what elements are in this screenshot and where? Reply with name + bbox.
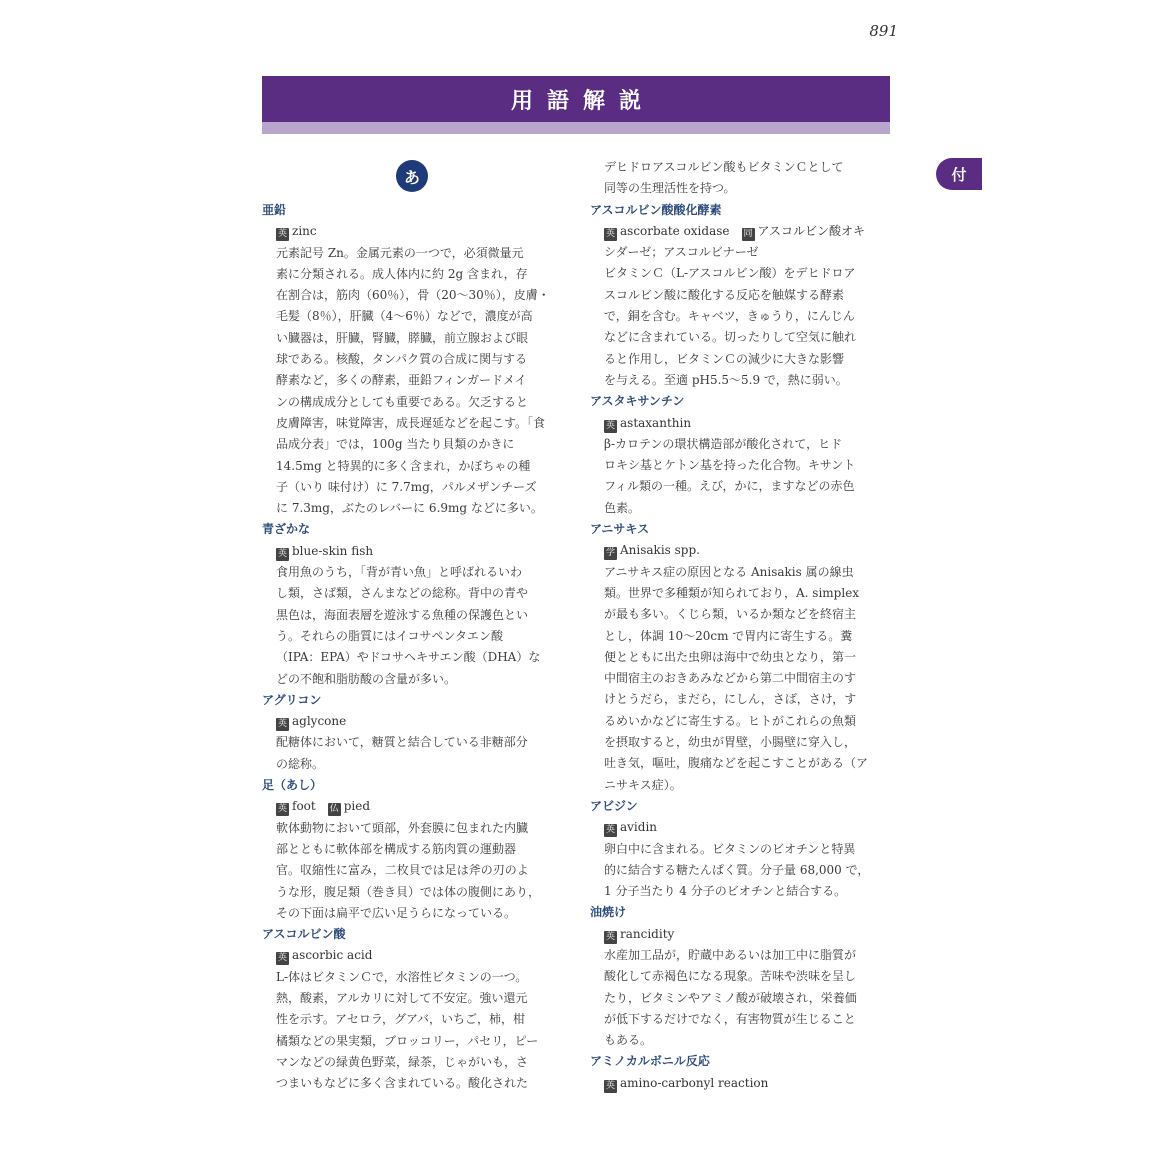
definition-line: を与える。至適 pH5.5～5.9 で，熱に弱い。	[604, 372, 848, 387]
glossary-entry	[590, 902, 890, 1051]
section-kana-marker: あ	[396, 160, 428, 192]
entry-english: avidin	[620, 820, 658, 835]
entry-term: 油焼け	[590, 905, 627, 920]
continuation-text	[590, 157, 890, 200]
glossary-entry	[262, 775, 566, 924]
language-badge: 英	[277, 229, 287, 240]
definition-line: 橘類などの果実類，ブロッコリー，パセリ，ピー	[276, 1033, 539, 1048]
definition-line: アニサキス症の原因となる Anisakis 属の線虫	[604, 564, 854, 579]
definition-line: フィル類の一種。えび，かに，ますなどの赤色	[604, 479, 855, 494]
definition-line: 酸化して赤褐色になる現象。苦味や渋味を呈し	[604, 969, 857, 984]
entry-english-line	[590, 413, 890, 434]
definition-line: ニサキス症）。	[604, 777, 682, 792]
definition-line: ると作用し，ビタミンＣの減少に大きな影響	[604, 351, 845, 366]
definition-line: 品成分表」では，100g 当たり貝類のかきに	[276, 437, 515, 452]
appendix-side-tab[interactable]: 付	[936, 158, 982, 190]
definition-line: ビタミンＣ（L-アスコルビン酸）をデヒドロア	[604, 266, 856, 281]
entry-english-line	[262, 541, 566, 562]
entry-english: Anisakis spp.	[620, 543, 700, 558]
entry-english: zinc	[292, 224, 317, 239]
entry-definition	[262, 562, 566, 690]
entry-term: 亜鉛	[262, 203, 287, 217]
definition-line: β-カロテンの環状構造部が酸化されて，ヒド	[604, 436, 843, 451]
entry-english-line	[262, 711, 566, 732]
definition-line: う。それらの脂質にはイコサペンタエン酸	[276, 628, 504, 643]
definition-line: シダーゼ；アスコルビナーゼ	[604, 245, 759, 260]
definition-line: 14.5mg と特異的に多く含まれ，かぼちゃの種	[276, 458, 531, 473]
definition-line: が最も多い。くじら類，いるか類などを終宿主	[604, 607, 857, 622]
entry-english-line	[262, 945, 566, 966]
entry-definition	[262, 818, 566, 924]
entry-english: ascorbate oxidase	[620, 223, 730, 238]
definition-line: し類，さば類，さんまなどの総称。背中の青や	[276, 586, 529, 601]
definition-line: が低下するだけでなく，有害物質が生じること	[604, 1011, 856, 1026]
definition-line: 類。世界で多種類が知られており，A. simplex	[604, 585, 860, 600]
definition-line: とし，体調 10～20cm で胃内に寄生する。糞	[604, 628, 853, 643]
language-badge: 学	[605, 548, 615, 559]
entry-term: アミノカルボニル反応	[590, 1054, 710, 1069]
entry-term: 足（あし）	[262, 778, 323, 793]
definition-line: 同等の生理活性を持つ。	[604, 181, 736, 196]
definition-line: L-体はビタミンＣで，水溶性ビタミンの一つ。	[276, 969, 528, 984]
definition-line: 食用魚のうち，「背が青い魚」と呼ばれるいわ	[276, 565, 523, 580]
definition-line: 官。収縮性に富み，二枚貝では足は斧の刃のよ	[276, 863, 529, 878]
entry-english-line	[262, 221, 566, 242]
definition-line: けとうだら，まだら，にしん，さば，さけ，す	[604, 692, 857, 707]
entry-term: アニサキス	[590, 522, 650, 537]
glossary-entry	[590, 519, 890, 796]
entry-english: foot	[292, 799, 316, 814]
language-badge: 英	[605, 825, 615, 836]
language-badge: 英	[277, 804, 287, 815]
definition-line: 部とともに軟体部を構成する筋肉質の運動器	[276, 841, 517, 856]
entry-english-line	[590, 540, 890, 561]
entry-english: blue-skin fish	[292, 543, 374, 558]
entry-english: rancidity	[620, 926, 675, 941]
header-band	[262, 76, 890, 122]
definition-line: 黒色は，海面表層を遊泳する魚種の保護色とい	[276, 607, 529, 622]
definition-line: 中間宿主のおきあみなどから第二中間宿主のす	[604, 671, 857, 686]
definition-line: 吐き気，嘔吐，腹痛などを起こすことがある（ア	[604, 756, 869, 771]
definition-line: ロキシ基とケトン基を持った化合物。キサント	[604, 458, 856, 473]
entry-english: aglycone	[292, 714, 347, 729]
glossary-entry	[590, 1051, 890, 1094]
entry-english: ascorbic acid	[292, 948, 373, 963]
definition-line: 酵素など，多くの酵素，亜鉛フィンガードメイ	[276, 373, 527, 388]
language-badge: 英	[605, 1080, 615, 1091]
definition-line: を摂取すると，幼虫が胃壁，小腸壁に穿入し，	[604, 735, 857, 750]
entry-english-line	[590, 817, 890, 838]
entry-term: 青ざかな	[262, 522, 311, 537]
entry-synonym: アスコルビン酸オキ	[757, 223, 866, 238]
definition-line: 軟体動物において頭部，外套膜に包まれた内臓	[276, 820, 529, 835]
glossary-entry	[590, 391, 890, 519]
entry-definition	[590, 839, 890, 903]
definition-line: 熱，酸素，アルカリに対して不安定。強い還元	[276, 990, 528, 1005]
definition-line: 的に結合する糖たんぱく質。分子量 68,000 で，	[604, 862, 870, 877]
entry-definition	[262, 243, 566, 520]
definition-line: などに含まれている。切ったりして空気に触れ	[604, 330, 857, 345]
entry-definition	[590, 562, 890, 796]
definition-line: もある。	[604, 1033, 653, 1048]
glossary-entry	[262, 519, 566, 689]
definition-line: スコルビン酸に酸化する反応を触媒する酵素	[604, 287, 845, 302]
glossary-entry	[590, 200, 890, 392]
definition-line: 性を示す。アセロラ，グアバ，いちご，柿，柑	[276, 1012, 526, 1027]
entry-english-line	[262, 796, 566, 817]
entry-definition	[262, 732, 566, 775]
entry-english-line	[590, 1073, 890, 1094]
definition-line: ンの構成成分としても重要である。欠乏すると	[276, 394, 529, 409]
definition-line: デヒドロアスコルビン酸もビタミンＣとして	[604, 160, 844, 174]
definition-line: に 7.3mg，ぶたのレバーに 6.9mg などに多い。	[276, 501, 543, 516]
page-number: 891	[869, 22, 898, 40]
right-column	[590, 157, 890, 1094]
glossary-entry	[262, 200, 566, 519]
entry-definition	[590, 945, 890, 1051]
definition-line: 卵白中に含まれる。ビタミンのビオチンと特異	[604, 841, 856, 856]
definition-line: つまいもなどに多く含まれている。酸化された	[276, 1076, 529, 1091]
definition-line: 1 分子当たり 4 分子のビオチンと結合する。	[604, 884, 847, 899]
definition-line: その下面は扁平で広い足うらになっている。	[276, 905, 517, 920]
definition-line: うな形，腹足類（巻き貝）では体の腹側にあり，	[276, 884, 541, 899]
definition-line: 毛髪（8％），肝臓（4～6％）などで，濃度が高	[276, 309, 533, 324]
entry-english: amino-carbonyl reaction	[620, 1075, 769, 1090]
entry-term: アスコルビン酸酸化酵素	[590, 202, 722, 217]
definition-line: 皮膚障害，味覚障害，成長遅延などを起こす。「食	[276, 415, 546, 430]
definition-line: 元素記号 Zn。金属元素の一つで，必須微量元	[276, 245, 524, 260]
language-badge: 英	[277, 719, 287, 730]
definition-line: マンなどの緑黄色野菜，緑茶，じゃがいも，さ	[276, 1054, 529, 1069]
entry-english-line	[590, 924, 890, 945]
entry-term: アスタキサンチン	[590, 394, 685, 409]
definition-line: 球である。核酸，タンパク質の合成に関与する	[276, 352, 528, 367]
entry-term: アグリコン	[262, 692, 322, 707]
definition-line: 色素。	[604, 500, 641, 515]
definition-line: 在割合は，筋肉（60％），骨（20～30％），皮膚・	[276, 288, 550, 303]
definition-line: 配糖体において，糖質と結合している非糖部分	[276, 735, 528, 750]
language-badge: 英	[277, 953, 287, 964]
entry-english: pied	[343, 799, 371, 814]
entry-definition	[590, 242, 890, 391]
synonym-badge: 同	[743, 228, 753, 239]
entry-term: アビジン	[590, 798, 638, 813]
language-badge: 英	[605, 931, 615, 942]
header-stripe	[262, 122, 890, 134]
language-badge: 英	[605, 420, 615, 431]
definition-line: どの不飽和脂肪酸の含量が多い。	[276, 671, 457, 686]
language-badge: 仏	[329, 804, 339, 815]
language-badge: 英	[277, 548, 287, 559]
definition-line: で，銅を含む。キャベツ，きゅうり，にんじん	[604, 309, 855, 324]
definition-line: たり，ビタミンやアミノ酸が破壊され，栄養価	[604, 990, 857, 1005]
definition-line: い臓器は，肝臓，腎臓，膵臓，前立腺および眼	[276, 330, 529, 345]
definition-line: 素に分類される。成人体内に約 2g 含まれ，存	[276, 266, 528, 281]
entry-definition	[590, 434, 890, 519]
entry-english-line	[590, 221, 890, 242]
glossary-entry	[262, 690, 566, 775]
page-title: 用語解説	[510, 88, 655, 114]
left-column	[262, 200, 566, 1094]
definition-line: の総称。	[276, 756, 325, 771]
glossary-entry	[262, 924, 566, 1094]
definition-line: （IPA：EPA）やドコサヘキサエン酸（DHA）な	[276, 650, 541, 665]
language-badge: 英	[605, 228, 615, 239]
entry-english: astaxanthin	[620, 415, 692, 430]
entry-term: アスコルビン酸	[262, 927, 346, 942]
definition-line: 水産加工品が，貯蔵中あるいは加工中に脂質が	[604, 947, 857, 962]
definition-line: 便とともに出た虫卵は海中で幼虫となり，第一	[604, 649, 857, 664]
definition-line: 子（いり 味付け）に 7.7mg，パルメザンチーズ	[276, 479, 537, 494]
entry-definition	[262, 967, 566, 1095]
definition-line: るめいかなどに寄生する。ヒトがこれらの魚類	[604, 713, 857, 728]
glossary-entry	[590, 796, 890, 902]
